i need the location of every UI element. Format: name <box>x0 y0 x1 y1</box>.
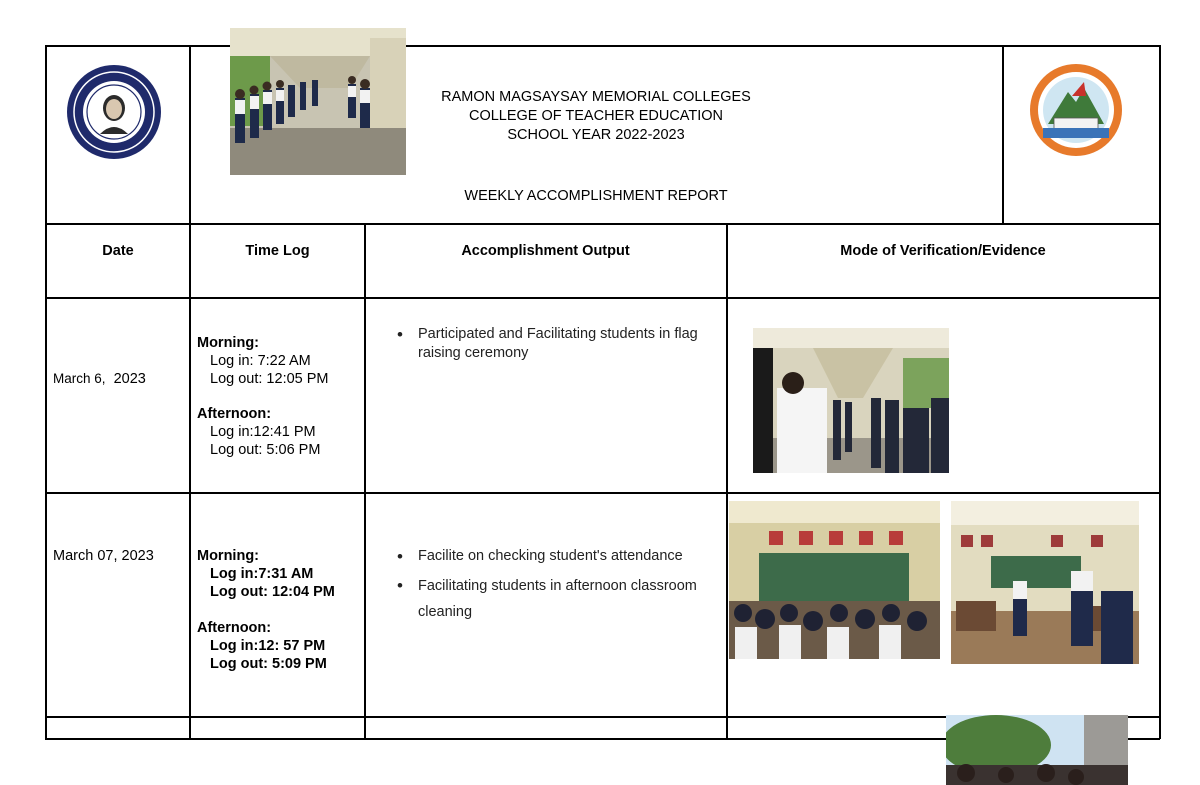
row2-time-log <box>197 547 362 673</box>
row2-morning-logout: Log out: 12:04 PM <box>210 584 335 600</box>
col-divider-1 <box>189 45 191 739</box>
row2-afternoon-login: Log in:12: 57 PM <box>210 638 326 654</box>
college-name: COLLEGE OF TEACHER EDUCATION <box>468 108 724 124</box>
column-header-mode-of-verification: Mode of Verification/Evidence <box>840 243 1046 259</box>
row1-morning-login: Log in: 7:22 AM <box>210 353 311 369</box>
rmmc-seal-logo <box>66 64 162 160</box>
table-border-row1-bottom <box>45 492 1160 494</box>
flag-ceremony-photo <box>753 328 949 473</box>
row1-afternoon-label: Afternoon: <box>197 406 272 422</box>
table-border-left <box>45 45 47 739</box>
row2-afternoon-logout: Log out: 5:09 PM <box>210 656 327 672</box>
row2-afternoon-label: Afternoon: <box>197 620 272 636</box>
row1-date-year: 2023 <box>113 371 146 387</box>
row2-accomplishment-item-1: • Facilite on checking student's attendance <box>397 547 725 566</box>
table-border-right <box>1159 45 1161 739</box>
report-title: WEEKLY ACCOMPLISHMENT REPORT <box>464 188 728 204</box>
row1-afternoon-logout: Log out: 5:06 PM <box>210 442 321 458</box>
classroom-cleaning-photo <box>951 501 1139 664</box>
table-border-colhead-bottom <box>45 297 1160 299</box>
row1-morning-logout: Log out: 12:05 PM <box>210 371 329 387</box>
column-header-date: Date <box>102 243 134 259</box>
row2-morning-login: Log in:7:31 AM <box>210 566 314 582</box>
bnhs-seal-logo <box>1028 62 1124 158</box>
row2-date: March 07, 2023 <box>53 548 154 564</box>
school-year: SCHOOL YEAR 2022-2023 <box>507 127 685 143</box>
col-divider-2 <box>364 223 366 739</box>
table-border-top <box>45 45 1160 47</box>
institution-name: RAMON MAGSAYSAY MEMORIAL COLLEGES <box>441 89 751 105</box>
row1-date-month: March 6, <box>53 371 106 386</box>
row1-date <box>53 370 189 388</box>
column-header-accomplishment-output: Accomplishment Output <box>461 243 630 259</box>
row2-morning-label: Morning: <box>197 548 260 564</box>
header-divider-right <box>1002 45 1004 224</box>
classroom-attendance-photo <box>729 501 940 659</box>
row1-afternoon-login: Log in:12:41 PM <box>210 424 316 440</box>
table-border-header-bottom <box>45 223 1160 225</box>
row1-morning-label: Morning: <box>197 335 260 351</box>
hallway-students-photo <box>230 28 406 175</box>
outdoor-students-photo <box>946 715 1128 785</box>
row1-accomplishment-item: • Participated and Facilitating students in flag raising ceremony <box>397 325 722 363</box>
column-header-time-log: Time Log <box>245 243 310 259</box>
row1-time-log <box>197 334 362 459</box>
row2-accomplishment-item-2: • Facilitating students in afternoon classroom cleaning <box>397 573 725 625</box>
col-divider-3 <box>726 223 728 739</box>
header-title-block <box>390 88 802 145</box>
row1-accomplishment-list <box>397 325 722 363</box>
row2-accomplishment-list <box>397 547 725 625</box>
